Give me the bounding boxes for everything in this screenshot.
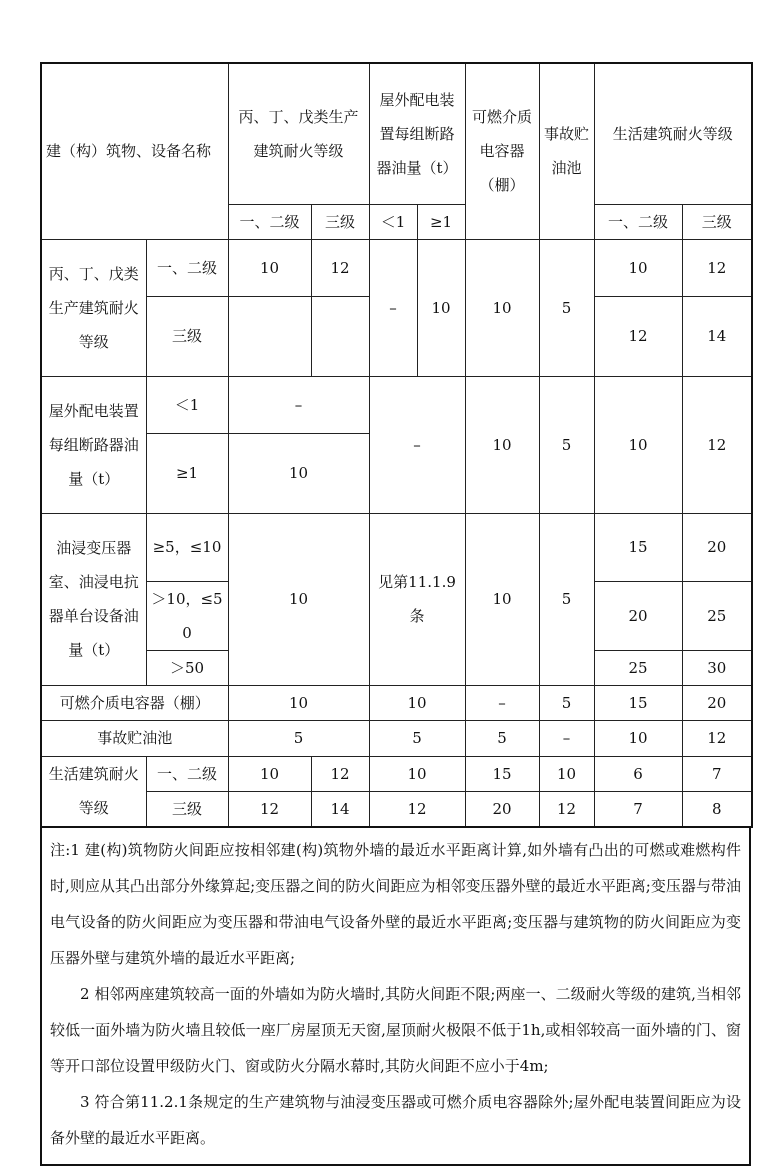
row-label: ≥5，≤10	[146, 513, 228, 581]
cell: 12	[682, 376, 752, 513]
row-group-outdoor: 屋外配电装置每组断路器油量（t）	[41, 376, 146, 513]
cell: 5	[539, 685, 594, 720]
header-live-grade-1: 一、二级	[594, 204, 682, 239]
cell: 25	[682, 581, 752, 650]
note-2: 2 相邻两座建筑较高一面的外墙如为防火墙时,其防火间距不限;两座一、二级耐火等级的建筑,当相邻较低一面外墙为防火墙且较低一座厂房屋顶无天窗,屋顶耐火极限不低于1h,或相邻较高一面外墙的门、窗等开口部位设置甲级防火门、窗或防火分隔水幕时,其防火间距不应小于4m;	[50, 984, 741, 1075]
cell-empty	[228, 296, 311, 376]
cell: 12	[311, 756, 369, 791]
header-outdoor: 屋外配电装置每组断路器油量（t）	[369, 63, 465, 204]
cell: 12	[539, 791, 594, 827]
cell: 5	[539, 376, 594, 513]
cell: 10	[369, 685, 465, 720]
cell: 5	[228, 720, 369, 756]
row-label: ≥1	[146, 433, 228, 513]
row-label: 一、二级	[146, 756, 228, 791]
cell: 20	[594, 581, 682, 650]
row-label: 三级	[146, 296, 228, 376]
cell: 10	[594, 239, 682, 296]
cell: 10	[594, 720, 682, 756]
cell: 12	[682, 239, 752, 296]
cell: 5	[539, 239, 594, 376]
cell: 10	[228, 239, 311, 296]
cell: 30	[682, 650, 752, 685]
cell-empty	[311, 296, 369, 376]
cell: –	[539, 720, 594, 756]
cell: 10	[228, 513, 369, 685]
cell: 见第11.1.9条	[369, 513, 465, 685]
header-capacitor: 可燃介质电容器（棚）	[465, 63, 539, 239]
cell: 10	[369, 756, 465, 791]
fire-distance-document	[40, 62, 751, 1166]
cell: 10	[465, 376, 539, 513]
fire-distance-table	[40, 62, 753, 828]
cell: –	[465, 685, 539, 720]
note-1: 注:1 建(构)筑物防火间距应按相邻建(构)筑物外墙的最近水平距离计算,如外墙有凸出的可燃或难燃构件时,则应从其凸出部分外缘算起;变压器之间的防火间距应为相邻变压器外壁的最近水平距离;变压器与带油电气设备的防火间距应为变压器和带油电气设备外壁的最近水平距离;变压器与建筑物的防火间距应为变压器外壁与建筑外墙的最近水平距离;	[50, 840, 741, 967]
cell: 20	[682, 685, 752, 720]
header-out-lt1: ＜1	[369, 204, 417, 239]
header-building: 建（构）筑物、设备名称	[41, 63, 228, 239]
cell: 12	[369, 791, 465, 827]
header-out-ge1: ≥1	[417, 204, 465, 239]
header-live-grade-3: 三级	[682, 204, 752, 239]
row-group-oil-transformer: 油浸变压器室、油浸电抗器单台设备油量（t）	[41, 513, 146, 685]
header-living: 生活建筑耐火等级	[594, 63, 752, 204]
cell: 10	[228, 685, 369, 720]
cell: 7	[682, 756, 752, 791]
cell: 12	[311, 239, 369, 296]
cell: 10	[228, 756, 311, 791]
cell: 14	[682, 296, 752, 376]
cell: 5	[465, 720, 539, 756]
cell: 12	[594, 296, 682, 376]
cell: 5	[369, 720, 465, 756]
cell: 20	[682, 513, 752, 581]
cell: 8	[682, 791, 752, 827]
row-label: 一、二级	[146, 239, 228, 296]
cell: 15	[465, 756, 539, 791]
cell: 25	[594, 650, 682, 685]
header-prod-grade-1: 一、二级	[228, 204, 311, 239]
cell: 7	[594, 791, 682, 827]
row-label-capacitor: 可燃介质电容器（棚）	[41, 685, 228, 720]
cell: –	[369, 376, 465, 513]
cell: 12	[682, 720, 752, 756]
note-3: 3 符合第11.2.1条规定的生产建筑物与油浸变压器或可燃介质电容器除外;屋外配电装置间距应为设备外壁的最近水平距离。	[50, 1092, 741, 1147]
cell: 12	[228, 791, 311, 827]
cell: 10	[228, 433, 369, 513]
cell: 15	[594, 685, 682, 720]
cell: 10	[539, 756, 594, 791]
cell: 10	[465, 513, 539, 685]
header-production: 丙、丁、戊类生产建筑耐火等级	[228, 63, 369, 204]
cell: 10	[417, 239, 465, 376]
row-label: ＞50	[146, 650, 228, 685]
cell: –	[369, 239, 417, 376]
cell: 10	[594, 376, 682, 513]
cell: 6	[594, 756, 682, 791]
row-label: 三级	[146, 791, 228, 827]
table-notes	[40, 828, 751, 1166]
cell: –	[228, 376, 369, 433]
header-pool: 事故贮油池	[539, 63, 594, 239]
row-label: ＞10，≤50	[146, 581, 228, 650]
cell: 20	[465, 791, 539, 827]
cell: 14	[311, 791, 369, 827]
cell: 10	[465, 239, 539, 376]
header-prod-grade-3: 三级	[311, 204, 369, 239]
row-label-pool: 事故贮油池	[41, 720, 228, 756]
row-group-production: 丙、丁、戊类生产建筑耐火等级	[41, 239, 146, 376]
cell: 5	[539, 513, 594, 685]
row-label: ＜1	[146, 376, 228, 433]
cell: 15	[594, 513, 682, 581]
row-group-living: 生活建筑耐火等级	[41, 756, 146, 827]
